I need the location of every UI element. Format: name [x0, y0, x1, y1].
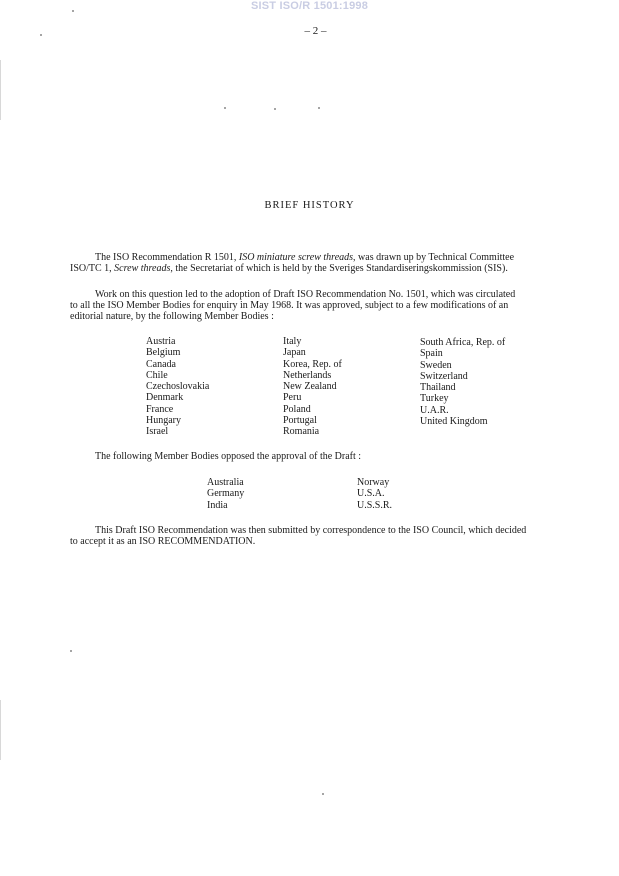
paragraph-line: to accept it as an ISO RECOMMENDATION. — [70, 536, 256, 548]
scan-speck — [274, 108, 276, 110]
paragraph-line: The ISO Recommendation R 1501, ISO miniature screw threads, was drawn up by Technical Committee — [95, 252, 515, 263]
paragraph-line: Work on this question led to the adoption of Draft ISO Recommendation No. 1501, which was circulated — [95, 289, 516, 300]
member-body: Switzerland — [420, 370, 468, 382]
scan-edge-line — [0, 60, 1, 120]
scan-speck — [322, 793, 324, 795]
paragraph-line: editorial nature, by the following Member Bodies : — [70, 311, 274, 323]
scan-edge-line — [0, 700, 1, 760]
approving-members-column-3 — [420, 337, 505, 427]
member-body: Spain — [420, 348, 443, 360]
member-body: Sweden — [420, 359, 452, 371]
paragraph-line: to all the ISO Member Bodies for enquiry in May 1968. It was approved, subject to a few modifications of an — [70, 300, 509, 312]
member-body: Israel — [146, 426, 169, 438]
member-body: France — [146, 403, 174, 415]
member-body: U.S.S.R. — [357, 499, 393, 511]
member-body: Denmark — [146, 392, 184, 404]
member-body: Netherlands — [283, 369, 332, 381]
paragraph-approval — [70, 289, 555, 323]
scan-speck — [70, 650, 72, 652]
member-body: India — [207, 499, 228, 511]
member-body: Chile — [146, 369, 168, 381]
member-body: U.S.A. — [357, 488, 385, 500]
member-body: South Africa, Rep. of — [420, 337, 506, 348]
paragraph-origin — [70, 252, 555, 274]
member-body: Peru — [283, 392, 302, 404]
scan-speck — [224, 107, 226, 109]
member-body: Germany — [207, 488, 245, 500]
opposing-members-column-1 — [207, 477, 244, 511]
member-body: Korea, Rep. of — [283, 358, 342, 370]
scan-speck — [72, 10, 74, 12]
member-body: United Kingdom — [420, 416, 488, 428]
member-body: Italy — [283, 336, 302, 347]
scan-speck — [318, 107, 320, 109]
member-body: Hungary — [146, 415, 181, 427]
paragraph-line: ISO/TC 1, Screw threads, the Secretariat of which is held by the Sveriges Standardiseringskommission (SIS). — [70, 263, 508, 275]
member-body: Romania — [283, 426, 320, 438]
member-body: Thailand — [420, 382, 456, 394]
page-number: – 2 – — [304, 25, 327, 37]
member-body: Norway — [357, 477, 390, 488]
approving-members-column-1 — [146, 336, 209, 438]
member-body: Portugal — [283, 415, 317, 427]
member-body: Canada — [146, 358, 176, 370]
section-heading: BRIEF HISTORY — [264, 200, 355, 211]
paragraph-opposition — [70, 451, 555, 462]
member-body: Japan — [283, 347, 306, 359]
member-body: U.A.R. — [420, 404, 449, 416]
member-body: Turkey — [420, 393, 449, 405]
watermark: SIST ISO/R 1501:1998 — [250, 0, 369, 12]
opposing-members-column-2 — [357, 477, 392, 511]
member-body: Belgium — [146, 347, 181, 359]
paragraph-line: This Draft ISO Recommendation was then submitted by correspondence to the ISO Council, which decided — [95, 525, 527, 536]
paragraph-conclusion — [70, 525, 555, 547]
member-body: New Zealand — [283, 381, 337, 393]
member-body: Czechoslovakia — [146, 381, 210, 393]
member-body: Australia — [207, 477, 244, 488]
paragraph-line: The following Member Bodies opposed the approval of the Draft : — [95, 451, 362, 462]
member-body: Poland — [283, 403, 311, 415]
approving-members-column-2 — [283, 336, 342, 438]
scan-speck — [40, 34, 42, 36]
member-body: Austria — [146, 336, 176, 347]
